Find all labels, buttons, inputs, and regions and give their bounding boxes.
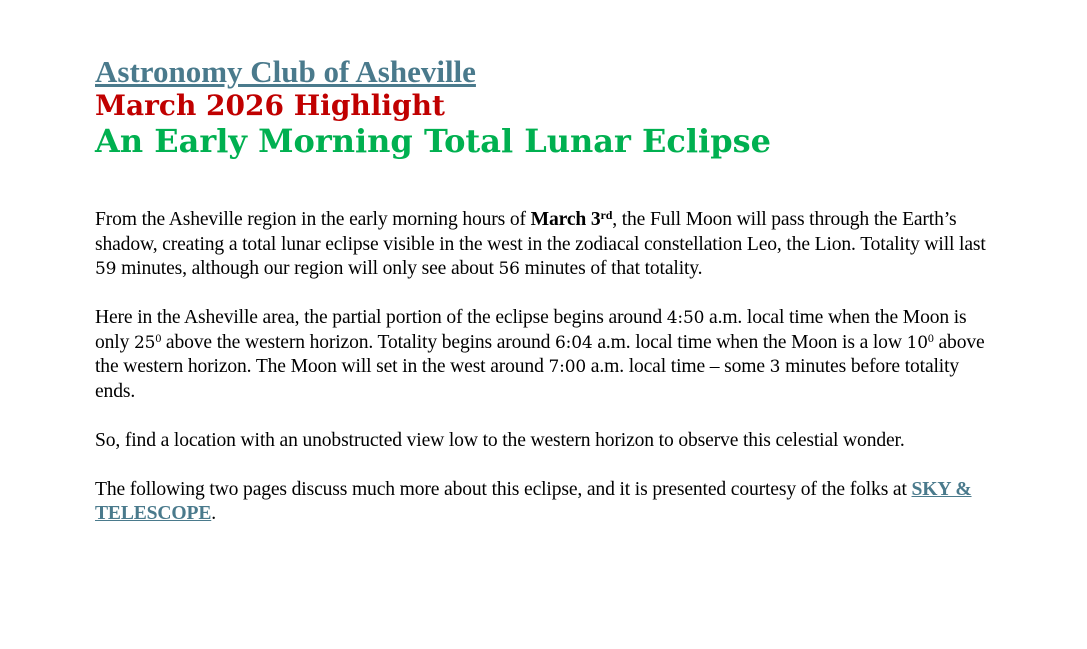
sky-telescope-link[interactable]: SKY & TELESCOPE (95, 478, 972, 524)
month-highlight-heading: March 2026 Highlight (95, 89, 445, 122)
document-page (95, 55, 995, 551)
paragraph-courtesy: The following two pages discuss much more about this eclipse, and it is presented courtesy of the folks at SKY & TELESCOPE. (95, 478, 972, 524)
paragraph-timing: Here in the Asheville area, the partial portion of the eclipse begins around 4:50 a.m. local time when the Moon is only $25^0$ above the western horizon. Totality begins around 6:04 a.m. local time when the Moon is a low $10^0$ above the western horizon. The Moon will set in the west around 7:00 a.m. local time – some 3 minutes before totality ends. (95, 307, 985, 402)
event-title-heading: An Early Morning Total Lunar Eclipse (95, 122, 771, 160)
paragraph-advice: So, find a location with an unobstructed view low to the western horizon to observe this celestial wonder. (95, 429, 905, 451)
eclipse-date: March 3rd (530, 208, 613, 230)
paragraph-intro: From the Asheville region in the early morning hours of March 3rd, the Full Moon will pass through the Earth’s shadow, creating a total lunar eclipse visible in the west in the zodiacal constellation Leo, the Lion. Totality will last 59 minutes, although our region will only see about 56 minutes of that totality. (95, 208, 986, 279)
club-name-heading: Astronomy Club of Asheville (95, 54, 476, 89)
article-body (95, 208, 995, 527)
